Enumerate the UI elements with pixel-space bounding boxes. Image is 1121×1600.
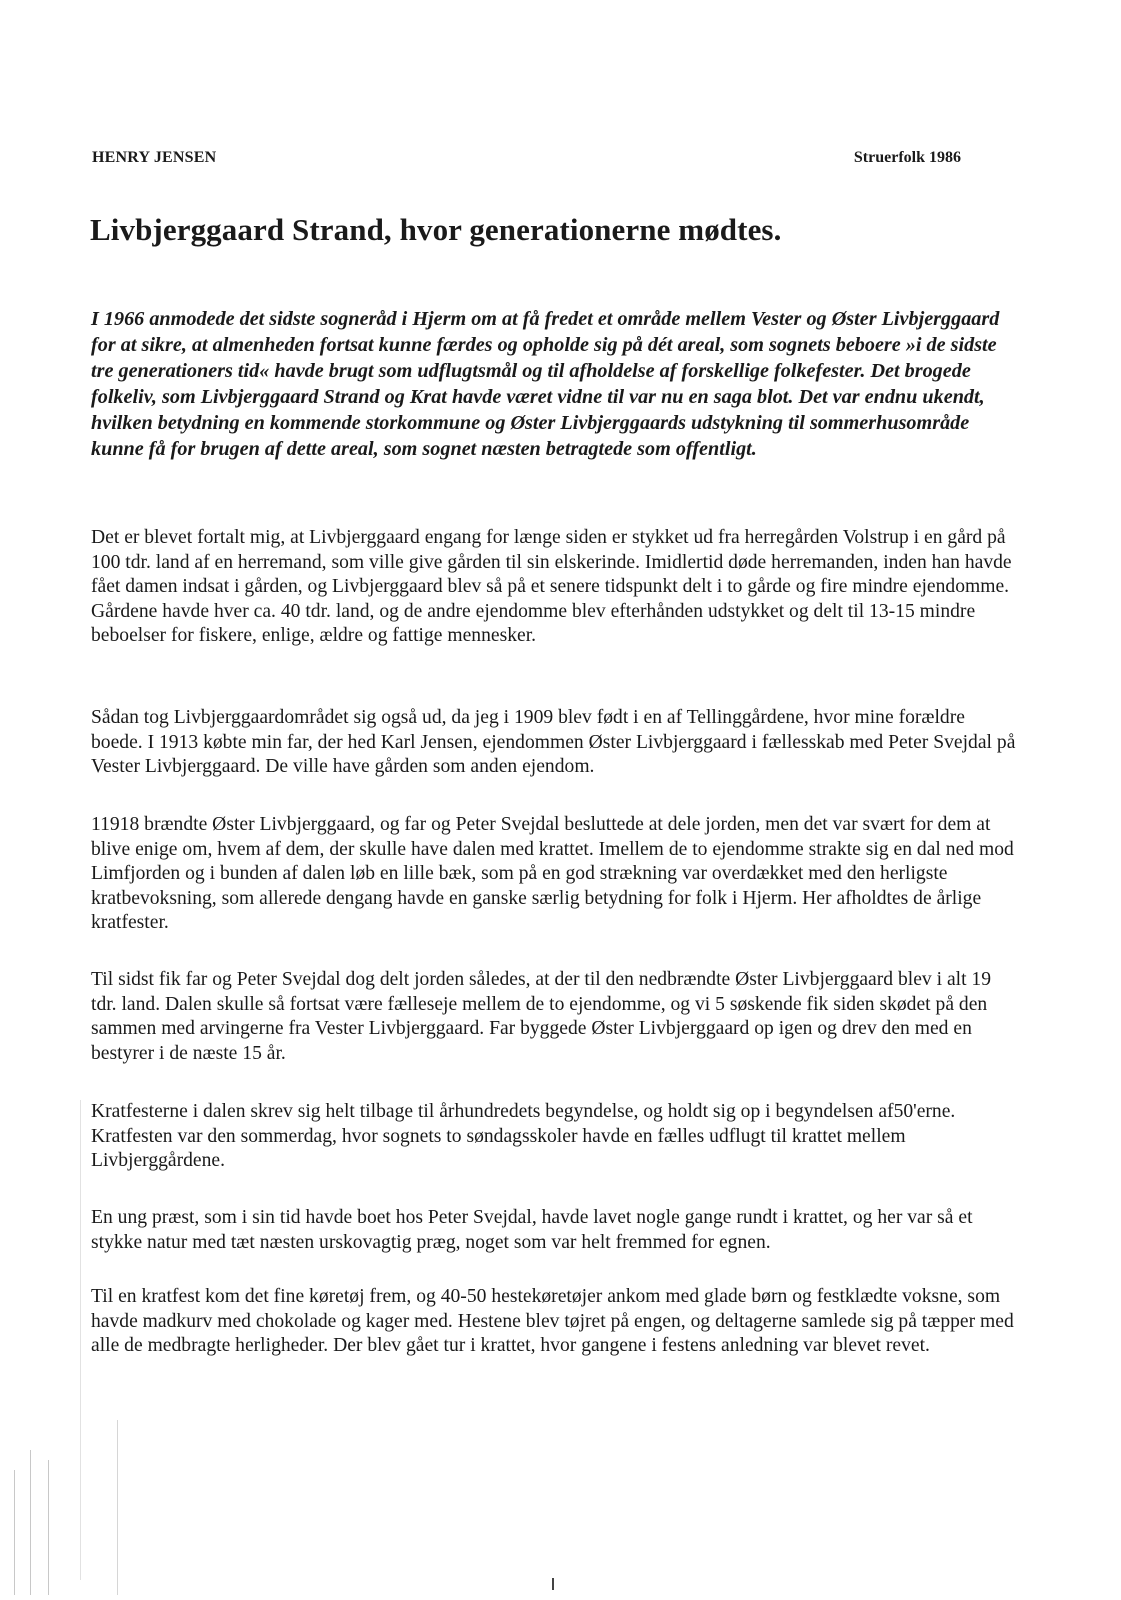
- body-paragraph-3: 11918 brændte Øster Livbjerggaard, og far og Peter Svejdal besluttede at dele jorden, men det var svært for dem at blive enige om, hvem af dem, der skulle have dalen med krattet. Imellem de to ejendomme strakte sig en dal ned mod Limfjorden og i bunden af dalen løb en lille bæk, som på en god strækning var overdækket med den herligste kratbevoksning, som allerede dengang havde en ganske særlig betydning for folk i Hjerm. Her afholdtes de årlige kratfester.: [91, 814, 1014, 934]
- publication-source: Struerfolk 1986: [853, 149, 961, 166]
- body-paragraph-2: Sådan tog Livbjerggaardområdet sig også ud, da jeg i 1909 blev født i en af Tellinggårdene, hvor mine forældre boede. I 1913 købte min far, der hed Karl Jensen, ejendommen Øster Livbjerggaard i fællesskab med Peter Svejdal på Vester Livbjerggaard. De ville have gården som anden ejendom.: [91, 707, 1016, 778]
- scan-artifact: [30, 1450, 31, 1595]
- scan-artifact: [552, 1578, 554, 1590]
- body-paragraph-4: Til sidst fik far og Peter Svejdal dog delt jorden således, at der til den nedbrændte Øster Livbjerggaard blev i alt 19 tdr. land. Dalen skulle så fortsat være fælleseje mellem de to ejendomme, og vi 5 søskende fik siden skødet på den sammen med arvingerne fra Vester Livbjerggaard. Far byggede Øster Livbjerggaard op igen og drev den med en bestyrer i de næste 15 år.: [91, 969, 992, 1064]
- intro-paragraph: I 1966 anmodede det sidste sogneråd i Hjerm om at få fredet et område mellem Vester og Øster Livbjerggaard for at sikre, at almenheden fortsat kunne færdes og opholde sig på dét areal, som sognets beboere »i de sidste tre generationers tid« havde brugt som udflugtsmål og til afholdelse af forskellige folkefester. Det brogede folkeliv, som Livbjerggaard Strand og Krat havde været vidne til var nu en saga blot. Det var endnu ukendt, hvilken betydning en kommende storkommune og Øster Livbjerggaards udstykning til sommerhusområde kunne få for brugen af dette areal, som sognet næsten betragtede som offentligt.: [91, 308, 1000, 460]
- body-paragraph-5: Kratfesterne i dalen skrev sig helt tilbage til århundredets begyndelse, og holdt sig op i begyndelsen af50'erne. Kratfesten var den sommerdag, hvor sognets to søndagsskoler havde en fælles udflugt til krattet mellem Livbjerggårdene.: [91, 1101, 956, 1172]
- body-paragraph-6: En ung præst, som i sin tid havde boet hos Peter Svejdal, havde lavet nogle gange rundt i krattet, og her var så et stykke natur med tæt næsten urskovagtig præg, noget som var helt fremmed for egnen.: [91, 1207, 973, 1253]
- scan-artifact: [117, 1420, 118, 1595]
- scan-artifact: [80, 1100, 81, 1580]
- body-paragraph-1: Det er blevet fortalt mig, at Livbjerggaard engang for længe siden er stykket ud fra herregården Volstrup i en gård på 100 tdr. land af en herremand, som ville give gården til sin elskerinde. Imidlertid døde herremanden, inden han havde fået damen indsat i gården, og Livbjerggaard blev så på et senere tidspunkt delt i to gårde og fire mindre ejendomme. Gårdene havde hver ca. 40 tdr. land, og de andre ejendomme blev efterhånden udstykket og delt til 13-15 mindre beboelser for fiskere, enlige, ældre og fattige mennesker.: [91, 527, 1012, 647]
- scan-artifact: [14, 1470, 15, 1595]
- body-paragraph-7: Til en kratfest kom det fine køretøj frem, og 40-50 hestekøretøjer ankom med glade børn og festklædte voksne, som havde madkurv med chokolade og kager med. Hestene blev tøjret på engen, og deltagerne samlede sig på tæpper med alle de medbragte herligheder. Der blev gået tur i krattet, hvor gangene i festens anledning var blevet revet.: [91, 1286, 1014, 1357]
- author-name: HENRY JENSEN: [92, 149, 217, 166]
- article-title: Livbjerggaard Strand, hvor generationerne mødtes.: [90, 212, 782, 247]
- scan-artifact: [48, 1460, 49, 1595]
